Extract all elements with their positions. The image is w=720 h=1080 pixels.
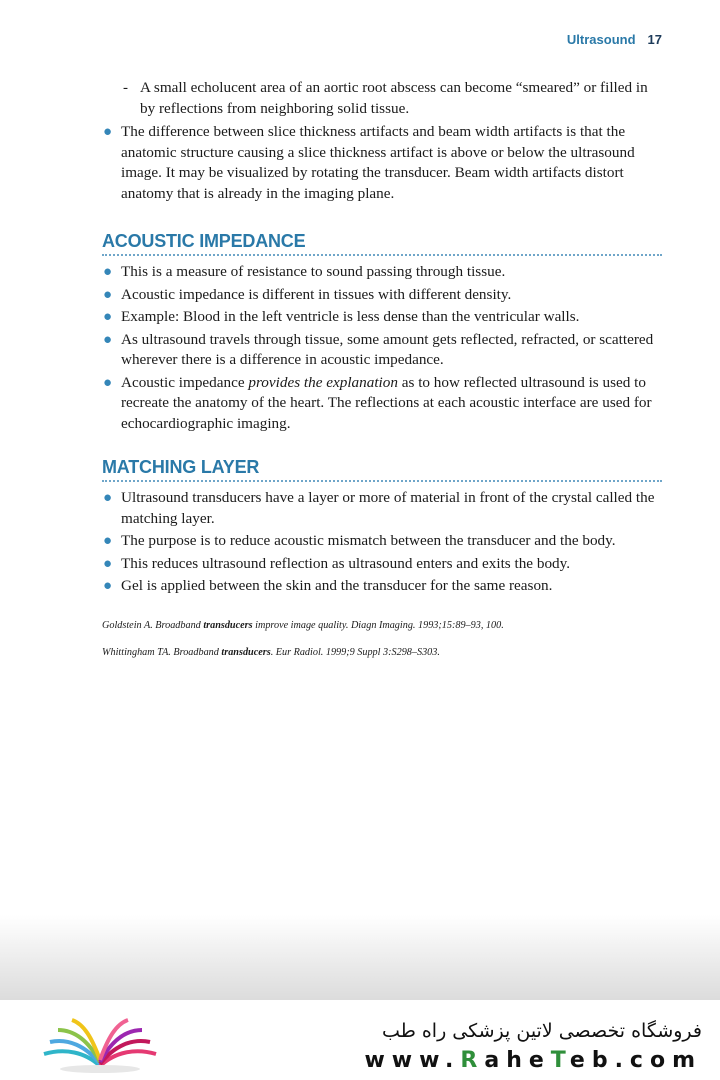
bullet-icon: ● xyxy=(103,533,113,549)
reference-item: Goldstein A. Broadband transducers improve image quality. Diagn Imaging. 1993;15:89–93, 100. xyxy=(102,619,504,631)
reference-item: Whittingham TA. Broadband transducers. Eur Radiol. 1999;9 Suppl 3:S298–S303. xyxy=(102,646,440,658)
website-url: www.RaheTeb.com xyxy=(364,1048,702,1073)
bullet-icon: ● xyxy=(103,124,113,140)
bullet-icon: ● xyxy=(103,490,113,506)
bullet-icon: ● xyxy=(103,331,113,348)
section-heading-acoustic-impedance: ACOUSTIC IMPEDANCE xyxy=(102,231,662,256)
bullet-icon: ● xyxy=(103,264,113,280)
bullet-icon: ● xyxy=(103,309,113,325)
bullet-icon: ● xyxy=(103,286,113,303)
intro-dash-list xyxy=(121,78,662,119)
list-item: ● Example: Blood in the left ventricle is less dense than the ventricular walls. xyxy=(102,307,662,328)
page-shadow xyxy=(0,915,720,1000)
acoustic-bullet-list xyxy=(102,262,662,434)
bullet-icon: ● xyxy=(103,374,113,391)
shop-name: فروشگاه تخصصی لاتین پزشکی راه طب xyxy=(382,1020,702,1042)
section-title: Ultrasound xyxy=(566,32,636,47)
bullet-icon: ● xyxy=(103,578,113,594)
list-item: ● This is a measure of resistance to sound passing through tissue. xyxy=(102,262,662,283)
bullet-icon: ● xyxy=(103,555,113,572)
references xyxy=(102,619,662,660)
section-heading-matching-layer: MATCHING LAYER xyxy=(102,457,662,482)
list-item: ● The difference between slice thickness artifacts and beam width artifacts is that the anatomic structure causing a slice thickness artifact is above or below the ultrasound image. It may be visualized by rotating the transducer. Beam width artifacts distort anatomy that is already in the imaging plane. xyxy=(103,123,635,202)
page-number: 17 xyxy=(647,32,662,47)
open-book-logo-icon xyxy=(40,1014,160,1074)
list-item: ● As ultrasound travels through tissue, some amount gets reflected, refracted, or scattered wherever there is a difference in acoustic impedance. xyxy=(103,330,654,368)
running-head xyxy=(567,32,662,47)
page-content xyxy=(102,78,662,673)
watermark-footer xyxy=(0,1000,720,1080)
intro-bullet-list xyxy=(102,122,662,204)
list-item: ● Gel is applied between the skin and the transducer for the same reason. xyxy=(102,576,662,597)
list-item: ● Acoustic impedance is different in tissues with different density. xyxy=(102,285,662,306)
list-item: ● Acoustic impedance provides the explanation as to how reflected ultrasound is used to recreate the anatomy of the heart. The reflections at each acoustic interface are used for echocardiographic imaging. xyxy=(103,373,652,432)
emphasis-text: provides the explanation xyxy=(248,373,398,391)
dash-marker: - xyxy=(123,80,128,96)
list-item: ● Ultrasound transducers have a layer or more of material in front of the crystal called the matching layer. xyxy=(103,489,655,527)
list-item: ● This reduces ultrasound reflection as ultrasound enters and exits the body. xyxy=(102,554,662,575)
matching-bullet-list xyxy=(102,488,662,597)
list-item: ● The purpose is to reduce acoustic mismatch between the transducer and the body. xyxy=(102,531,662,552)
list-item: - A small echolucent area of an aortic root abscess can become “smeared” or filled in by reflections from neighboring solid tissue. xyxy=(123,79,648,117)
